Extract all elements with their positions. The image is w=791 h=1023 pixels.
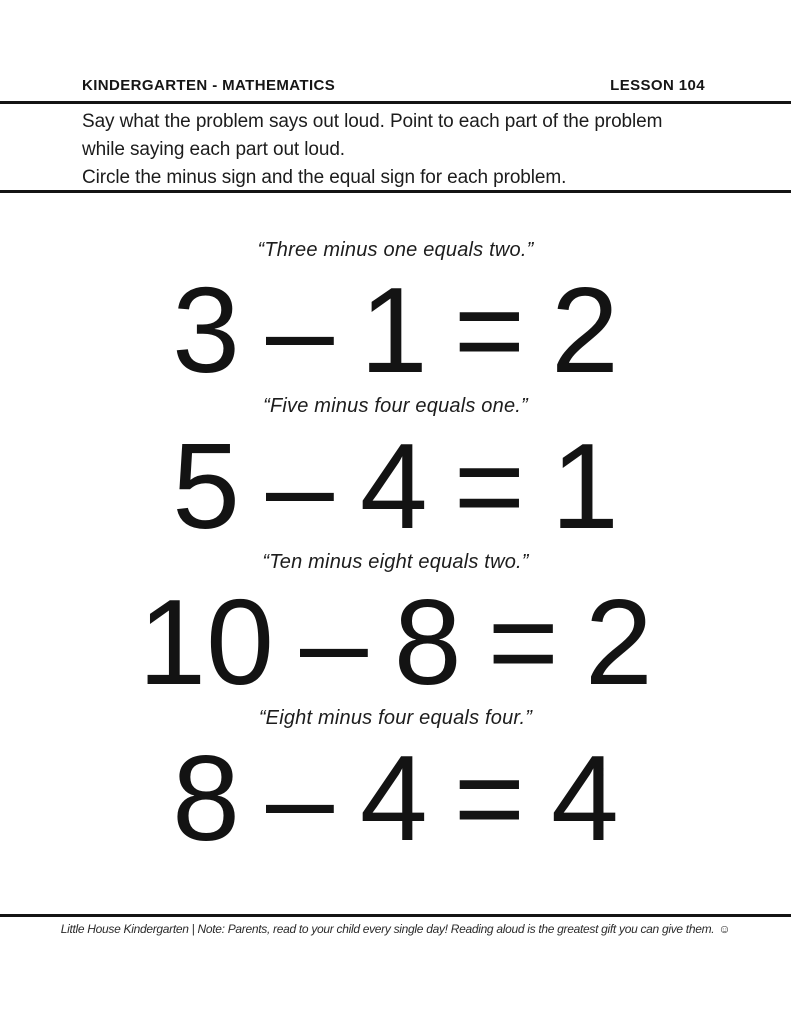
footer-rule-line	[0, 914, 791, 917]
minuend: 10	[138, 574, 274, 710]
subtrahend: 8	[393, 574, 462, 710]
smiley-icon: ☺	[718, 922, 731, 936]
minus-sign[interactable]: –	[266, 730, 334, 866]
problem-caption: “Ten minus eight equals two.”	[262, 551, 529, 573]
problem-4	[0, 706, 791, 866]
problem-3	[0, 550, 791, 710]
header-subject: KINDERGARTEN - MATHEMATICS	[82, 77, 336, 94]
equals-sign[interactable]: =	[453, 730, 525, 866]
problem-equation	[0, 730, 791, 866]
minus-sign[interactable]: –	[266, 418, 334, 554]
problem-equation	[0, 262, 791, 398]
equals-sign[interactable]: =	[453, 418, 525, 554]
instruction-line: Circle the minus sign and the equal sign for each problem.	[82, 167, 567, 188]
minus-sign[interactable]: –	[299, 574, 368, 710]
subtrahend: 4	[359, 418, 428, 554]
subtrahend: 4	[359, 730, 428, 866]
instruction-line: while saying each part out loud.	[82, 139, 345, 160]
header-lesson-number: LESSON 104	[610, 77, 705, 94]
subtrahend: 1	[359, 262, 428, 398]
minuend: 3	[172, 262, 241, 398]
page-header	[82, 77, 705, 94]
equals-sign[interactable]: =	[453, 262, 525, 398]
result: 2	[584, 574, 653, 710]
instructions-rule-line	[0, 190, 791, 193]
problem-2	[0, 394, 791, 554]
result: 4	[550, 730, 619, 866]
instructions	[82, 108, 662, 192]
footer-note-text: Little House Kindergarten | Note: Parents, read to your child every single day! Reading aloud is the greatest gift you can give them.	[60, 922, 715, 936]
problem-caption: “Three minus one equals two.”	[257, 239, 534, 261]
minuend: 5	[172, 418, 241, 554]
problem-caption: “Five minus four equals one.”	[263, 395, 528, 417]
minuend: 8	[172, 730, 241, 866]
result: 2	[550, 262, 619, 398]
problem-equation	[0, 574, 791, 710]
header-rule-line	[0, 101, 791, 104]
equals-sign[interactable]: =	[487, 574, 559, 710]
minus-sign[interactable]: –	[266, 262, 334, 398]
problem-caption: “Eight minus four equals four.”	[258, 707, 533, 729]
problem-1	[0, 238, 791, 398]
instruction-line: Say what the problem says out loud. Point to each part of the problem	[82, 111, 663, 132]
problem-equation	[0, 418, 791, 554]
result: 1	[550, 418, 619, 554]
footer-note	[0, 922, 791, 936]
